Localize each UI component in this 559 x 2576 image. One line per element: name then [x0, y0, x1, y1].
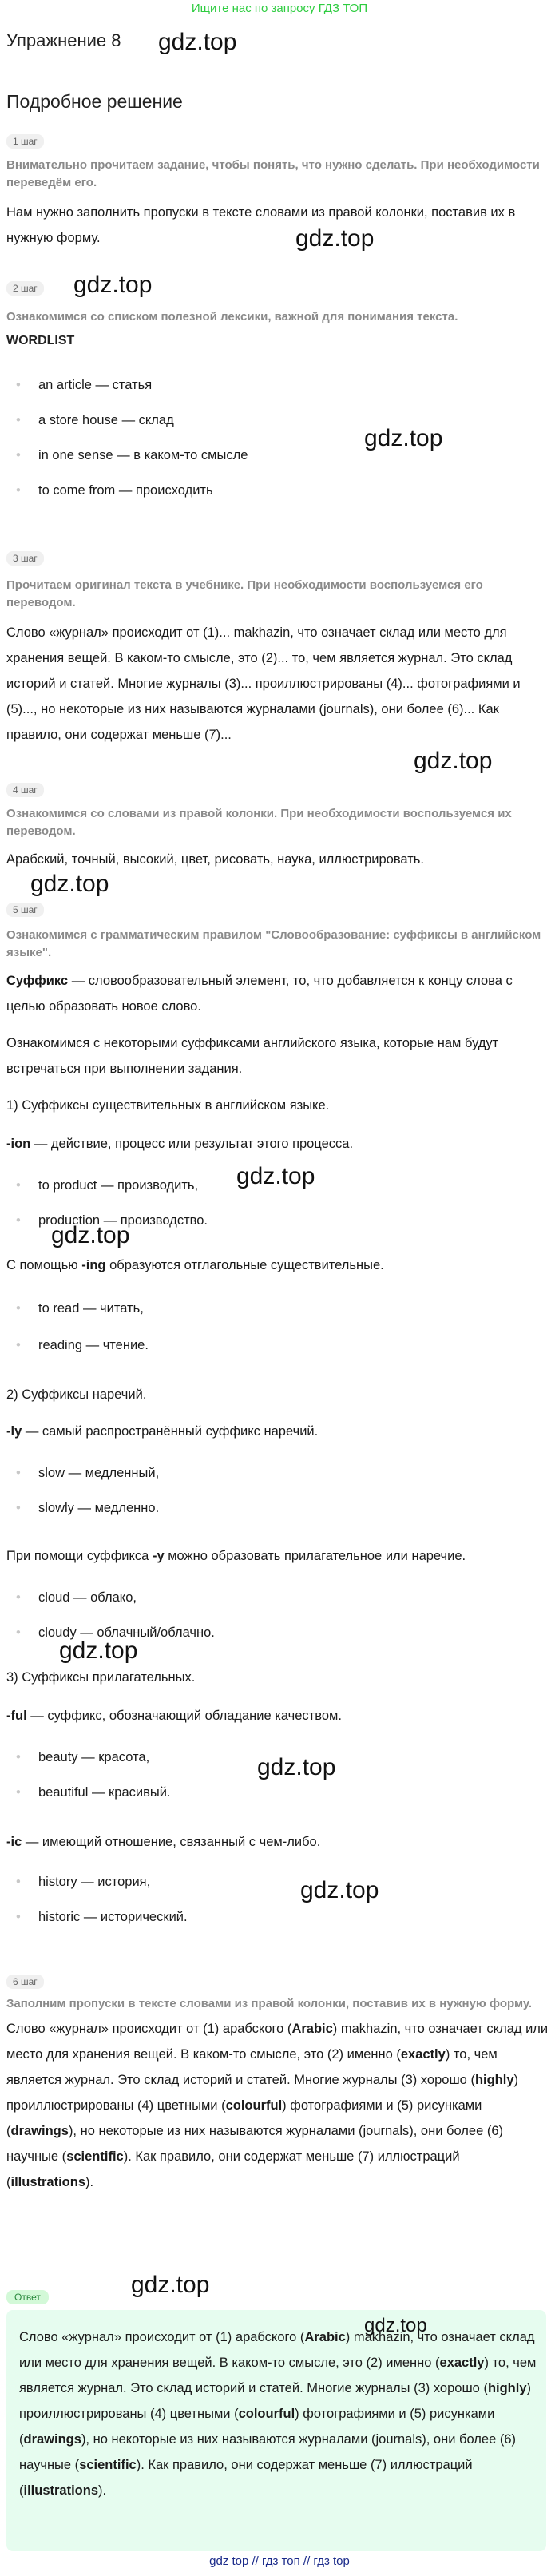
watermark: gdz.top: [300, 1877, 379, 1903]
section-heading: 1) Суффиксы существительных в английском языке.: [6, 1098, 330, 1113]
list-item: • an article — статья: [18, 375, 152, 395]
step-text: Арабский, точный, высокий, цвет, рисовать, наука, иллюстрировать.: [6, 852, 424, 867]
watermark: gdz.top: [51, 1222, 130, 1248]
rule-ic: -ic — имеющий отношение, связанный с чем-либо.: [6, 1835, 321, 1849]
list-item: • beauty — красота,: [18, 1748, 149, 1767]
step-intro: Ознакомимся со словами из правой колонки. При необходимости воспользуемся их переводом.: [6, 807, 512, 838]
list-item: • reading — чтение.: [18, 1336, 149, 1355]
answer-text: Слово «журнал» происходит от (1) арабского (Arabic) makhazin, что означает склад или место для хранения вещей. В каком-то смысле, это (2) именно (exactly) то, чем является журнал. Это склад историй и статей. Многие журналы (3) хорошо (highly) проиллюстрированы (4) цветными (colourful) фотографиями и (5) рисунками (drawings), но некоторые из них называются журналами (journals), они более (6) научные (scientific). Как правило, они содержат меньше (7) иллюстраций (illustrations).: [19, 2330, 537, 2498]
list-item: • cloudy — облачный/облачно.: [18, 1623, 215, 1642]
section-heading: 3) Суффиксы прилагательных.: [6, 1670, 196, 1685]
watermark: gdz.top: [236, 1163, 315, 1189]
step-intro: Внимательно прочитаем задание, чтобы понять, что нужно сделать. При необходимости переведём его.: [6, 158, 540, 189]
step-intro: Прочитаем оригинал текста в учебнике. При необходимости воспользуемся его переводом.: [6, 578, 483, 609]
watermark: gdz.top: [295, 225, 375, 252]
section-heading: 2) Суффиксы наречий.: [6, 1387, 147, 1402]
watermark: gdz.top: [364, 425, 443, 451]
filled-text: Слово «журнал» происходит от (1) арабского (Arabic) makhazin, что означает склад или место для хранения вещей. В каком-то смысле, это (2) именно (exactly) то, чем является журнал. Это склад историй и статей. Многие журналы (3) хорошо (highly) проиллюстрированы (4) цветными (colourful) фотографиями и (5) рисунками (drawings), но некоторые из них называются журналами (journals), они более (6) научные (scientific). Как правило, они содержат меньше (7) иллюстраций (illustrations).: [6, 2022, 549, 2189]
watermark: gdz.top: [131, 2272, 210, 2298]
list-item: • history — история,: [18, 1872, 150, 1891]
suffix-definition: Суффикс — словообразовательный элемент, то, что добавляется к концу слова с целью образовать новое слово.: [6, 974, 513, 1014]
list-item: • in one sense — в каком-то смысле: [18, 446, 248, 465]
watermark: gdz.top: [30, 871, 109, 897]
step-badge: 3 шаг: [6, 551, 44, 566]
rule-y: При помощи суффикса -y можно образовать прилагательное или наречие.: [6, 1549, 466, 1563]
footer-links[interactable]: gdz top // гдз топ // гдз top: [209, 2554, 350, 2568]
watermark: gdz.top: [257, 1754, 336, 1780]
watermark: gdz.top: [364, 2315, 427, 2336]
step-text: Нам нужно заполнить пропуски в тексте словами из правой колонки, поставив их в нужную форму.: [6, 205, 516, 245]
watermark: gdz.top: [73, 272, 153, 298]
list-item: • historic — исторический.: [18, 1907, 188, 1927]
list-item: • slow — медленный,: [18, 1463, 159, 1482]
list-item: • to read — читать,: [18, 1299, 144, 1318]
watermark: gdz.top: [414, 748, 493, 774]
step-intro: Ознакомимся со списком полезной лексики, важной для понимания текста.: [6, 310, 458, 323]
list-item: • to come from — происходить: [18, 481, 213, 500]
list-item: • beautiful — красивый.: [18, 1783, 171, 1802]
list-item: • a store house — склад: [18, 411, 174, 430]
exercise-title: Упражнение 8: [6, 30, 121, 50]
watermark: gdz.top: [158, 29, 237, 55]
step-intro: Ознакомимся с грамматическим правилом "Словообразование: суффиксы в английском языке".: [6, 928, 541, 959]
rule-ly: -ly — самый распространённый суффикс наречий.: [6, 1424, 319, 1439]
step-badge: 4 шаг: [6, 783, 44, 797]
watermark: gdz.top: [59, 1637, 138, 1664]
step-badge: 1 шаг: [6, 134, 44, 149]
list-item: • production — производство.: [18, 1211, 208, 1230]
list-item: • cloud — облако,: [18, 1588, 137, 1607]
step-badge: 2 шаг: [6, 281, 44, 296]
answer-badge: Ответ: [6, 2290, 49, 2304]
list-item: • to product — производить,: [18, 1176, 198, 1195]
rule-ing: С помощью -ing образуются отглагольные существительные.: [6, 1258, 384, 1272]
suffix-intro: Ознакомимся с некоторыми суффиксами английского языка, которые нам будут встречаться при выполнении задания.: [6, 1036, 499, 1076]
step-text: Слово «журнал» происходит от (1)... makhazin, что означает склад или место для хранения вещей. В каком-то смысле, это (2)... то, чем является журнал. Это склад историй и статей. Многие журналы (3)... проиллюстрированы (4)... фотографиями и (5)..., но некоторые из них называются журналами (journals), они более (6)... Как правило, они содержат меньше (7)...: [6, 625, 521, 742]
step-intro: Заполним пропуски в тексте словами из правой колонки, поставив их в нужную форму.: [6, 1997, 533, 2010]
wordlist-title: WORDLIST: [6, 334, 75, 347]
rule-ful: -ful — суффикс, обозначающий обладание качеством.: [6, 1709, 342, 1723]
solution-heading: Подробное решение: [6, 91, 183, 112]
step-badge: 6 шаг: [6, 1975, 44, 1989]
list-item: • slowly — медленно.: [18, 1498, 159, 1518]
rule-ion: -ion — действие, процесс или результат этого процесса.: [6, 1137, 354, 1151]
search-link[interactable]: Ищите нас по запросу ГДЗ ТОП: [191, 2, 368, 15]
step-badge: 5 шаг: [6, 903, 44, 917]
